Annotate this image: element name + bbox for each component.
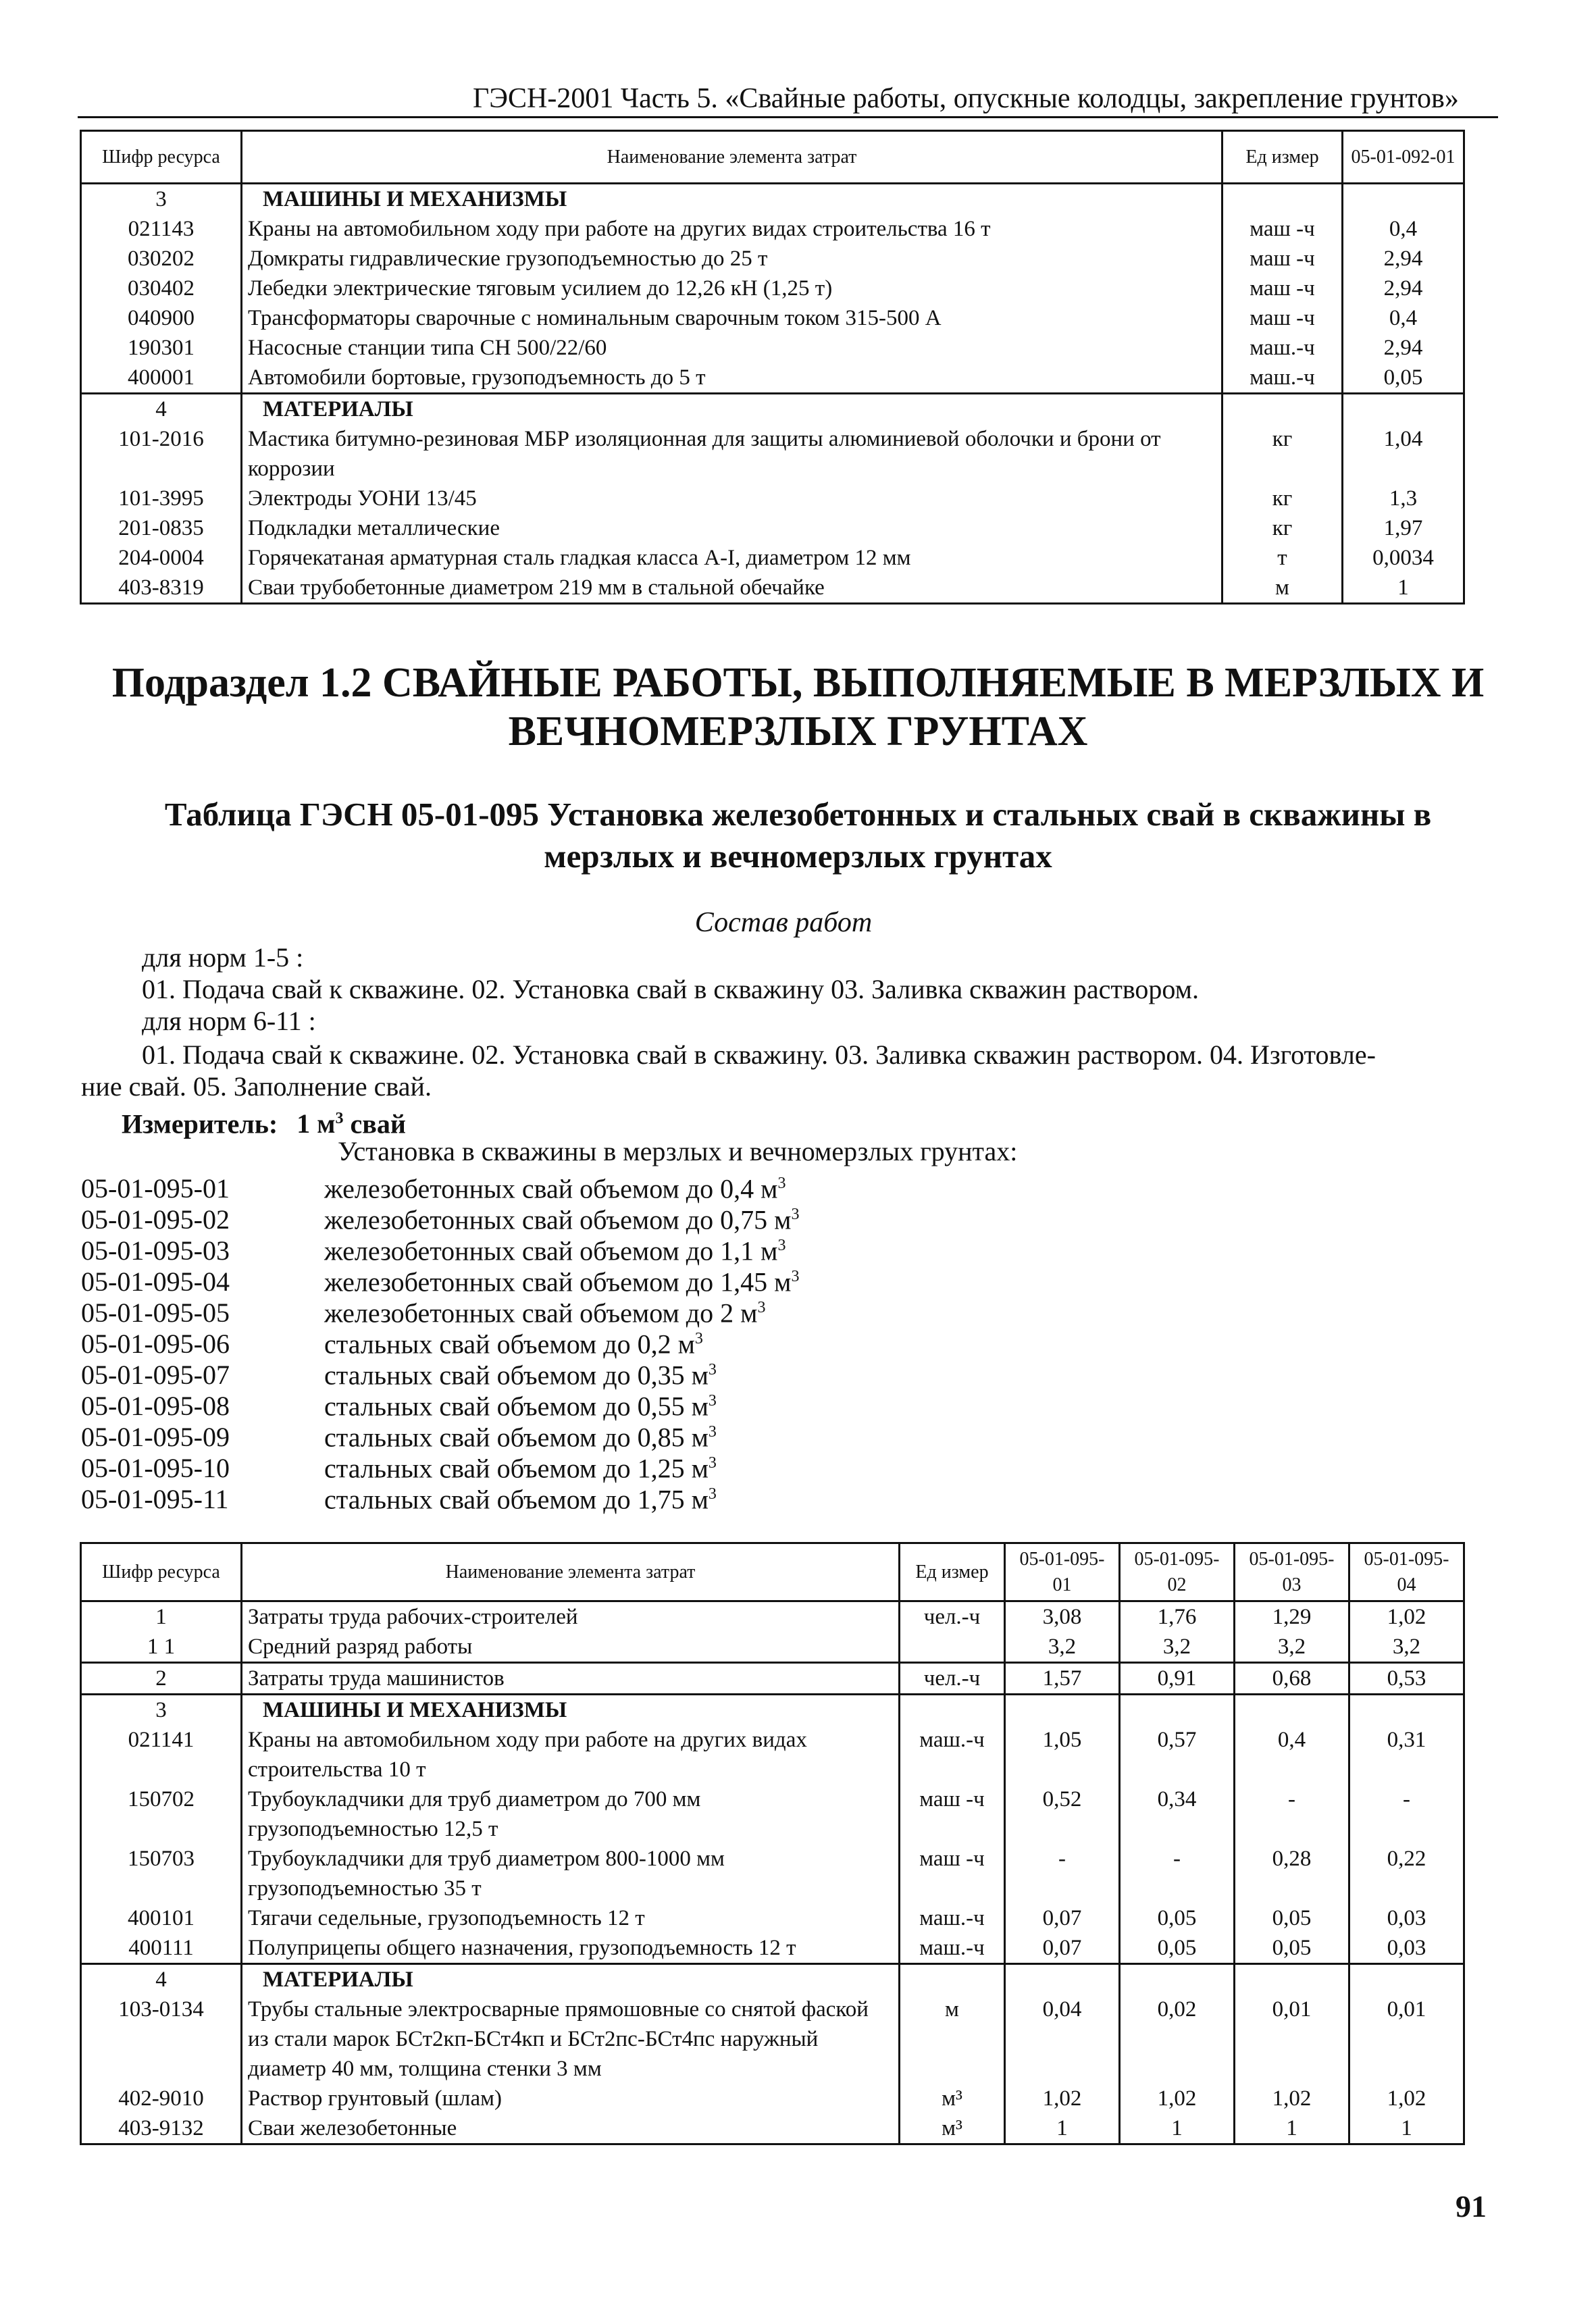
norm-code: 05-01-095-08 — [81, 1391, 230, 1422]
table-row — [81, 333, 1464, 363]
norm-description: стальных свай объемом до 0,55 м — [324, 1391, 709, 1422]
resource-code: 3 — [81, 1695, 242, 1726]
subsection-heading — [0, 659, 1596, 756]
resource-name: Полуприцепы общего назначения, грузоподъемность 12 т — [242, 1933, 900, 1964]
resource-unit: кг — [1222, 424, 1343, 484]
resource-value-2: 1,76 — [1120, 1601, 1235, 1632]
resource-name: Горячекатаная арматурная сталь гладкая класса А-I, диаметром 12 мм — [242, 543, 1222, 573]
resource-unit: м³ — [900, 2084, 1005, 2113]
norm-code: 05-01-095-07 — [81, 1360, 230, 1391]
resource-name: Раствор грунтовый (шлам) — [242, 2084, 900, 2113]
header-norm-4: 05-01-095-04 — [1349, 1543, 1464, 1601]
resource-name: Краны на автомобильном ходу при работе на других видах строительства 10 т — [242, 1725, 900, 1784]
resource-name: Затраты труда рабочих-строителей — [242, 1601, 900, 1632]
resource-value-3: - — [1235, 1784, 1349, 1844]
resource-name: Средний разряд работы — [242, 1632, 900, 1663]
resource-value-2: 0,05 — [1120, 1933, 1235, 1964]
resource-value-4: 0,03 — [1349, 1903, 1464, 1933]
meter-tail: свай — [343, 1108, 406, 1139]
resource-name: Электроды УОНИ 13/45 — [242, 484, 1222, 513]
resource-value-3: 0,05 — [1235, 1933, 1349, 1964]
resource-value-2: 1,02 — [1120, 2084, 1235, 2113]
header-name: Наименование элемента затрат — [242, 1543, 900, 1601]
resource-unit: м — [900, 1995, 1005, 2084]
resource-code: 101-3995 — [81, 484, 242, 513]
resource-code: 103-0134 — [81, 1995, 242, 2084]
resource-value-1: 1,05 — [1005, 1725, 1120, 1784]
table-row — [81, 394, 1464, 425]
resource-unit: маш -ч — [1222, 303, 1343, 333]
norm-description: железобетонных свай объемом до 1,45 м — [324, 1266, 792, 1297]
resource-unit: маш -ч — [900, 1784, 1005, 1844]
resource-value: 1 — [1343, 573, 1464, 604]
resource-value-3: 0,01 — [1235, 1995, 1349, 2084]
resource-unit: маш -ч — [1222, 274, 1343, 303]
resource-unit — [900, 1632, 1005, 1663]
resource-value-2: 0,34 — [1120, 1784, 1235, 1844]
resource-code: 204-0004 — [81, 543, 242, 573]
resource-value-3: 0,4 — [1235, 1725, 1349, 1784]
resource-code: 101-2016 — [81, 424, 242, 484]
norm-description: железобетонных свай объемом до 0,4 м — [324, 1173, 778, 1204]
norm-list-intro: Установка в скважины в мерзлых и вечномерзлых грунтах: — [338, 1136, 1018, 1166]
norm-unit-sup: 3 — [694, 1330, 703, 1347]
resource-unit: маш.-ч — [900, 1903, 1005, 1933]
resource-value-2: 0,05 — [1120, 1903, 1235, 1933]
norm-unit-sup: 3 — [708, 1392, 717, 1410]
resource-unit — [900, 1964, 1005, 1995]
resource-value-4: 0,22 — [1349, 1844, 1464, 1903]
resource-unit: маш.-ч — [1222, 333, 1343, 363]
header-code: Шифр ресурса — [81, 1543, 242, 1601]
resource-code: 1 — [81, 1601, 242, 1632]
table-row — [81, 543, 1464, 573]
resource-name: Домкраты гидравлические грузоподъемностью до 25 т — [242, 244, 1222, 274]
resource-code: 021141 — [81, 1725, 242, 1784]
resource-value-1: 0,52 — [1005, 1784, 1120, 1844]
resource-value — [1343, 184, 1464, 215]
resource-name: Тягачи седельные, грузоподъемность 12 т — [242, 1903, 900, 1933]
resource-value-4 — [1349, 1964, 1464, 1995]
resource-value-3: 1,02 — [1235, 2084, 1349, 2113]
norm-unit-sup: 3 — [708, 1361, 717, 1379]
table-row — [81, 1601, 1464, 1632]
table-row — [81, 244, 1464, 274]
table-title-line-2: мерзлых и вечномерзлых грунтах — [544, 838, 1052, 875]
table-row — [81, 1663, 1464, 1695]
norm-list-item — [81, 1478, 717, 1516]
resource-name: Автомобили бортовые, грузоподъемность до 5 т — [242, 363, 1222, 394]
resource-value-4: 1,02 — [1349, 1601, 1464, 1632]
resource-value-4: - — [1349, 1784, 1464, 1844]
norm-description: железобетонных свай объемом до 1,1 м — [324, 1235, 778, 1266]
table-row — [81, 573, 1464, 604]
header-norm-2: 05-01-095-02 — [1120, 1543, 1235, 1601]
resource-value: 2,94 — [1343, 244, 1464, 274]
resource-unit: маш.-ч — [900, 1725, 1005, 1784]
resource-value-4: 0,53 — [1349, 1663, 1464, 1695]
resource-name: Сваи трубобетонные диаметром 219 мм в стальной обечайке — [242, 573, 1222, 604]
norms-1-5-label: для норм 1-5 : — [142, 942, 304, 973]
table-row — [81, 1995, 1464, 2084]
resource-value-4: 3,2 — [1349, 1632, 1464, 1663]
table-row — [81, 274, 1464, 303]
resource-code: 030402 — [81, 274, 242, 303]
header-unit: Ед измер — [900, 1543, 1005, 1601]
resource-value: 1,04 — [1343, 424, 1464, 484]
table-row — [81, 363, 1464, 394]
resource-value-2: - — [1120, 1844, 1235, 1903]
resource-code: 4 — [81, 394, 242, 425]
resource-name: МАШИНЫ И МЕХАНИЗМЫ — [242, 184, 1222, 215]
norm-unit-sup: 3 — [708, 1423, 717, 1441]
norm-code: 05-01-095-05 — [81, 1297, 230, 1329]
table-row — [81, 1903, 1464, 1933]
resource-unit — [1222, 394, 1343, 425]
works-1-5-text: 01. Подача свай к скважине. 02. Установка свай в скважину 03. Заливка скважин раствором. — [142, 974, 1199, 1004]
header-code: Шифр ресурса — [81, 131, 242, 184]
resource-name: МАТЕРИАЛЫ — [242, 394, 1222, 425]
norm-code: 05-01-095-01 — [81, 1173, 230, 1204]
resource-unit — [900, 1695, 1005, 1726]
table-row — [81, 214, 1464, 244]
resource-value-3: 0,28 — [1235, 1844, 1349, 1903]
resource-name: Краны на автомобильном ходу при работе на других видах строительства 16 т — [242, 214, 1222, 244]
resource-unit: маш -ч — [1222, 214, 1343, 244]
resource-value-1: 1,02 — [1005, 2084, 1120, 2113]
table-row — [81, 303, 1464, 333]
resource-value-2: 3,2 — [1120, 1632, 1235, 1663]
norm-description: стальных свай объемом до 0,35 м — [324, 1360, 709, 1391]
resource-value-4: 0,01 — [1349, 1995, 1464, 2084]
norm-unit-sup: 3 — [777, 1175, 786, 1192]
resource-value — [1343, 394, 1464, 425]
header-name: Наименование элемента затрат — [242, 131, 1222, 184]
resource-value-4: 0,31 — [1349, 1725, 1464, 1784]
resource-value-2: 0,02 — [1120, 1995, 1235, 2084]
resource-value-1 — [1005, 1964, 1120, 1995]
resource-code: 190301 — [81, 333, 242, 363]
header-norm: 05-01-092-01 — [1343, 131, 1464, 184]
norm-unit-sup: 3 — [791, 1206, 800, 1223]
resource-code: 040900 — [81, 303, 242, 333]
norm-description: железобетонных свай объемом до 0,75 м — [324, 1204, 792, 1235]
norm-code: 05-01-095-11 — [81, 1484, 229, 1515]
resource-value-1: - — [1005, 1844, 1120, 1903]
works-heading: Состав работ — [694, 907, 873, 938]
resource-unit: маш -ч — [900, 1844, 1005, 1903]
resource-name: МАТЕРИАЛЫ — [242, 1964, 900, 1995]
resource-unit: т — [1222, 543, 1343, 573]
header-rule — [78, 116, 1498, 118]
resource-code: 3 — [81, 184, 242, 215]
resource-name: Затраты труда машинистов — [242, 1663, 900, 1695]
norm-code: 05-01-095-10 — [81, 1453, 230, 1484]
subsection-line-1: Подраздел 1.2 СВАЙНЫЕ РАБОТЫ, ВЫПОЛНЯЕМЫЕ В МЕРЗЛЫХ И — [111, 660, 1485, 706]
resource-value-1: 3,08 — [1005, 1601, 1120, 1632]
resource-name: Трансформаторы сварочные с номинальным сварочным током 315-500 А — [242, 303, 1222, 333]
page-number: 91 — [1456, 2189, 1487, 2223]
resource-code: 4 — [81, 1964, 242, 1995]
norm-code: 05-01-095-03 — [81, 1235, 230, 1266]
table-header-row — [81, 1543, 1464, 1601]
resource-value-1: 1,57 — [1005, 1663, 1120, 1695]
header-norm-3: 05-01-095-03 — [1235, 1543, 1349, 1601]
resource-unit: м — [1222, 573, 1343, 604]
resource-table-092 — [80, 130, 1465, 605]
norm-description: железобетонных свай объемом до 2 м — [324, 1297, 758, 1329]
resource-code: 403-9132 — [81, 2113, 242, 2144]
resource-value-3 — [1235, 1964, 1349, 1995]
resource-code: 201-0835 — [81, 513, 242, 543]
resource-name: Насосные станции типа СН 500/22/60 — [242, 333, 1222, 363]
resource-value-2: 0,57 — [1120, 1725, 1235, 1784]
resource-value-1: 0,07 — [1005, 1933, 1120, 1964]
resource-unit: чел.-ч — [900, 1601, 1005, 1632]
table-row — [81, 1725, 1464, 1784]
norm-unit-sup: 3 — [757, 1299, 766, 1316]
resource-value-3: 0,68 — [1235, 1663, 1349, 1695]
norm-unit-sup: 3 — [791, 1268, 800, 1285]
resource-value: 2,94 — [1343, 274, 1464, 303]
works-6-11-text-a: 01. Подача свай к скважине. 02. Установка свай в скважину. 03. Заливка скважин раствором. 04. Изготовле- — [142, 1039, 1376, 1070]
resource-name: МАШИНЫ И МЕХАНИЗМЫ — [242, 1695, 900, 1726]
norm-code: 05-01-095-09 — [81, 1422, 230, 1453]
meter-value: 1 м — [297, 1108, 336, 1139]
resource-value-4: 1 — [1349, 2113, 1464, 2144]
resource-unit: маш -ч — [1222, 244, 1343, 274]
norm-description: стальных свай объемом до 1,25 м — [324, 1453, 709, 1484]
resource-unit: кг — [1222, 513, 1343, 543]
table-row — [81, 1964, 1464, 1995]
table-row — [81, 484, 1464, 513]
resource-value-4 — [1349, 1695, 1464, 1726]
table-row — [81, 2084, 1464, 2113]
norm-unit-sup: 3 — [777, 1237, 786, 1254]
resource-value-3 — [1235, 1695, 1349, 1726]
header-norm-1: 05-01-095-01 — [1005, 1543, 1120, 1601]
resource-value-1: 3,2 — [1005, 1632, 1120, 1663]
resource-value-1: 0,04 — [1005, 1995, 1120, 2084]
resource-name: Трубы стальные электросварные прямошовные со снятой фаской из стали марок БСт2кп-БСт4кп и БСт2пс-БСт4пс наружный диаметр 40 мм, толщина стенки 3 мм — [242, 1995, 900, 2084]
resource-code: 400101 — [81, 1903, 242, 1933]
resource-value: 2,94 — [1343, 333, 1464, 363]
norm-code: 05-01-095-02 — [81, 1204, 230, 1235]
resource-name: Сваи железобетонные — [242, 2113, 900, 2144]
table-row — [81, 424, 1464, 484]
norms-6-11-label: для норм 6-11 : — [142, 1006, 316, 1036]
resource-name: Трубоукладчики для труб диаметром 800-1000 мм грузоподъемностью 35 т — [242, 1844, 900, 1903]
resource-value-1 — [1005, 1695, 1120, 1726]
resource-code: 400111 — [81, 1933, 242, 1964]
table-row — [81, 1632, 1464, 1663]
resource-value: 1,97 — [1343, 513, 1464, 543]
resource-value-2 — [1120, 1695, 1235, 1726]
table-row — [81, 2113, 1464, 2144]
norm-description: стальных свай объемом до 0,2 м — [324, 1329, 695, 1360]
resource-code: 2 — [81, 1663, 242, 1695]
table-row — [81, 1784, 1464, 1844]
resource-unit: чел.-ч — [900, 1663, 1005, 1695]
works-6-11-text-b: ние свай. 05. Заполнение свай. — [81, 1071, 432, 1102]
resource-value-3: 3,2 — [1235, 1632, 1349, 1663]
resource-unit: маш.-ч — [900, 1933, 1005, 1964]
header-unit: Ед измер — [1222, 131, 1343, 184]
resource-value-1: 0,07 — [1005, 1903, 1120, 1933]
table-row — [81, 1844, 1464, 1903]
resource-value: 0,0034 — [1343, 543, 1464, 573]
resource-value-2 — [1120, 1964, 1235, 1995]
resource-code: 402-9010 — [81, 2084, 242, 2113]
table-title — [0, 794, 1596, 877]
resource-table-095 — [80, 1542, 1465, 2145]
resource-value-2: 1 — [1120, 2113, 1235, 2144]
table-row — [81, 1933, 1464, 1964]
resource-code: 1 1 — [81, 1632, 242, 1663]
table-header-row — [81, 131, 1464, 184]
resource-value-3: 1,29 — [1235, 1601, 1349, 1632]
resource-code: 030202 — [81, 244, 242, 274]
meter-label: Измеритель: — [122, 1108, 278, 1139]
resource-value: 0,05 — [1343, 363, 1464, 394]
resource-code: 403-8319 — [81, 573, 242, 604]
resource-value-4: 1,02 — [1349, 2084, 1464, 2113]
norm-code: 05-01-095-06 — [81, 1329, 230, 1360]
resource-name: Трубоукладчики для труб диаметром до 700 мм грузоподъемностью 12,5 т — [242, 1784, 900, 1844]
resource-code: 021143 — [81, 214, 242, 244]
resource-unit: кг — [1222, 484, 1343, 513]
resource-value-4: 0,03 — [1349, 1933, 1464, 1964]
table-row — [81, 1695, 1464, 1726]
table-title-line-1: Таблица ГЭСН 05-01-095 Установка железобетонных и стальных свай в скважины в — [164, 796, 1432, 833]
table-row — [81, 513, 1464, 543]
resource-name: Подкладки металлические — [242, 513, 1222, 543]
norm-description: стальных свай объемом до 0,85 м — [324, 1422, 709, 1453]
resource-value: 0,4 — [1343, 214, 1464, 244]
resource-value-3: 0,05 — [1235, 1903, 1349, 1933]
resource-value: 0,4 — [1343, 303, 1464, 333]
resource-value-1: 1 — [1005, 2113, 1120, 2144]
resource-unit: м³ — [900, 2113, 1005, 2144]
running-header: ГЭСН-2001 Часть 5. «Свайные работы, опускные колодцы, закрепление грунтов» — [473, 83, 1459, 114]
resource-name: Лебедки электрические тяговым усилием до 12,26 кН (1,25 т) — [242, 274, 1222, 303]
subsection-line-2: ВЕЧНОМЕРЗЛЫХ ГРУНТАХ — [508, 709, 1088, 754]
table-row — [81, 184, 1464, 215]
norm-description: стальных свай объемом до 1,75 м — [324, 1484, 709, 1515]
resource-code: 150702 — [81, 1784, 242, 1844]
norm-unit-sup: 3 — [708, 1485, 717, 1503]
resource-code: 400001 — [81, 363, 242, 394]
norm-code: 05-01-095-04 — [81, 1266, 230, 1297]
resource-unit: маш.-ч — [1222, 363, 1343, 394]
resource-code: 150703 — [81, 1844, 242, 1903]
resource-name: Мастика битумно-резиновая МБР изоляционная для защиты алюминиевой оболочки и брони от коррозии — [242, 424, 1222, 484]
resource-value-2: 0,91 — [1120, 1663, 1235, 1695]
meter-sup: 3 — [335, 1110, 344, 1127]
resource-value: 1,3 — [1343, 484, 1464, 513]
resource-unit — [1222, 184, 1343, 215]
resource-value-3: 1 — [1235, 2113, 1349, 2144]
norm-unit-sup: 3 — [708, 1454, 717, 1472]
